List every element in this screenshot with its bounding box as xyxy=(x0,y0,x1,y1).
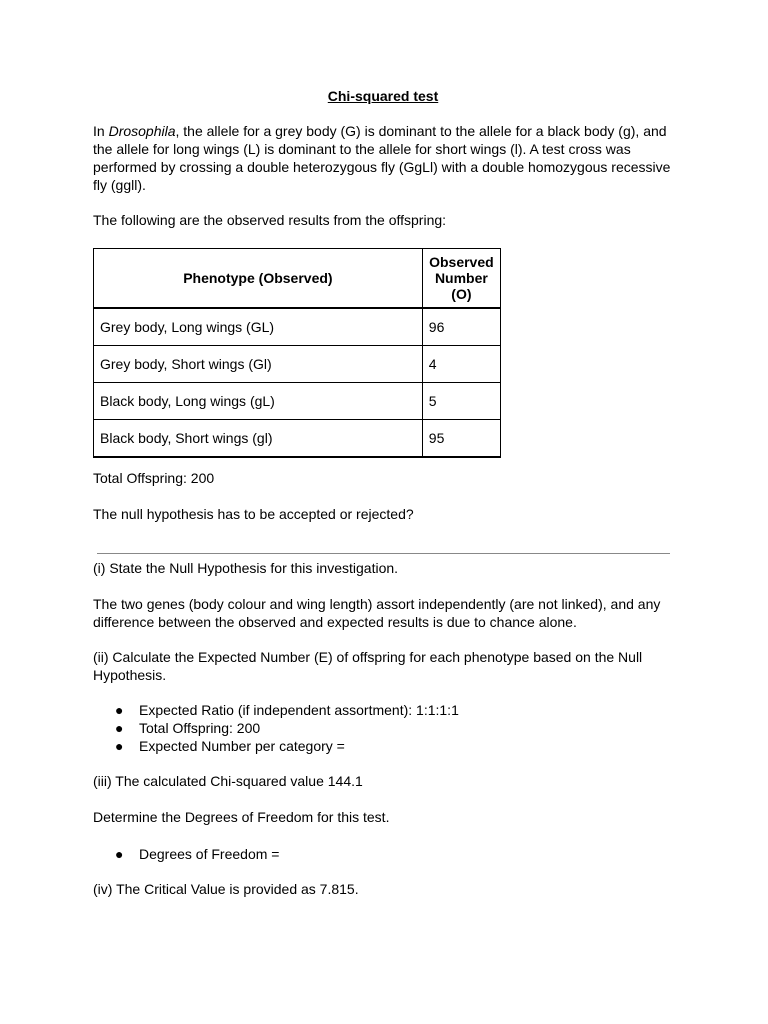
list-item xyxy=(115,845,679,863)
observed-cell: 4 xyxy=(422,346,500,383)
part3-question: Determine the Degrees of Freedom for this test. xyxy=(93,809,390,825)
part3-bullet-list xyxy=(93,845,679,863)
intro-text: , the allele for a grey body (G) is dominant to the allele for a black body (g), and the allele for long wings (L) is dominant to the allele for short wings (l). A test cross was performed by crossing a double heterozygous fly (GgLl) with a double homozygous recessive fly (ggll). xyxy=(93,123,671,193)
list-item-text: Expected Number per category = xyxy=(139,738,345,754)
list-item-text: Degrees of Freedom = xyxy=(139,846,280,862)
observed-results-table xyxy=(93,248,501,458)
species-name: Drosophila xyxy=(108,123,176,139)
list-item xyxy=(115,719,679,737)
bullet-icon: ● xyxy=(115,738,124,754)
phenotype-cell: Black body, Long wings (gL) xyxy=(94,383,423,420)
list-item xyxy=(115,701,679,719)
part2-bullet-list xyxy=(93,701,679,755)
list-item xyxy=(115,737,679,755)
part4-statement: (iv) The Critical Value is provided as 7.815. xyxy=(93,881,359,897)
bullet-icon: ● xyxy=(115,702,124,718)
part1-answer: The two genes (body colour and wing length) assort independently (are not linked), and any difference between the observed and expected results is due to chance alone. xyxy=(93,596,661,630)
bullet-icon: ● xyxy=(115,846,124,862)
observed-cell: 96 xyxy=(422,308,500,346)
page-title: Chi-squared test xyxy=(327,88,439,104)
table-row xyxy=(94,308,501,346)
horizontal-divider xyxy=(97,553,670,554)
part1-question: (i) State the Null Hypothesis for this investigation. xyxy=(93,560,399,576)
observed-cell: 5 xyxy=(422,383,500,420)
intro-paragraph xyxy=(93,122,678,194)
phenotype-cell: Grey body, Short wings (Gl) xyxy=(94,346,423,383)
observed-intro: The following are the observed results from the offspring: xyxy=(93,212,447,228)
list-item-text: Total Offspring: 200 xyxy=(139,720,261,736)
part2-question: (ii) Calculate the Expected Number (E) of offspring for each phenotype based on the Null Hypothesis. xyxy=(93,649,643,683)
intro-prefix: In xyxy=(93,123,109,139)
table-row xyxy=(94,346,501,383)
phenotype-cell: Black body, Short wings (gl) xyxy=(94,420,423,458)
header-observed-number: Observed Number (O) xyxy=(422,249,500,309)
bullet-icon: ● xyxy=(115,720,124,736)
list-item-text: Expected Ratio (if independent assortment): 1:1:1:1 xyxy=(139,702,459,718)
hypothesis-question: The null hypothesis has to be accepted or rejected? xyxy=(93,506,414,522)
observed-cell: 95 xyxy=(422,420,500,458)
part3-statement: (iii) The calculated Chi-squared value 144.1 xyxy=(93,773,363,789)
header-phenotype: Phenotype (Observed) xyxy=(94,249,423,309)
total-offspring: Total Offspring: 200 xyxy=(93,470,215,486)
table-header-row xyxy=(94,249,501,309)
table-row xyxy=(94,383,501,420)
phenotype-cell: Grey body, Long wings (GL) xyxy=(94,308,423,346)
table-row xyxy=(94,420,501,458)
